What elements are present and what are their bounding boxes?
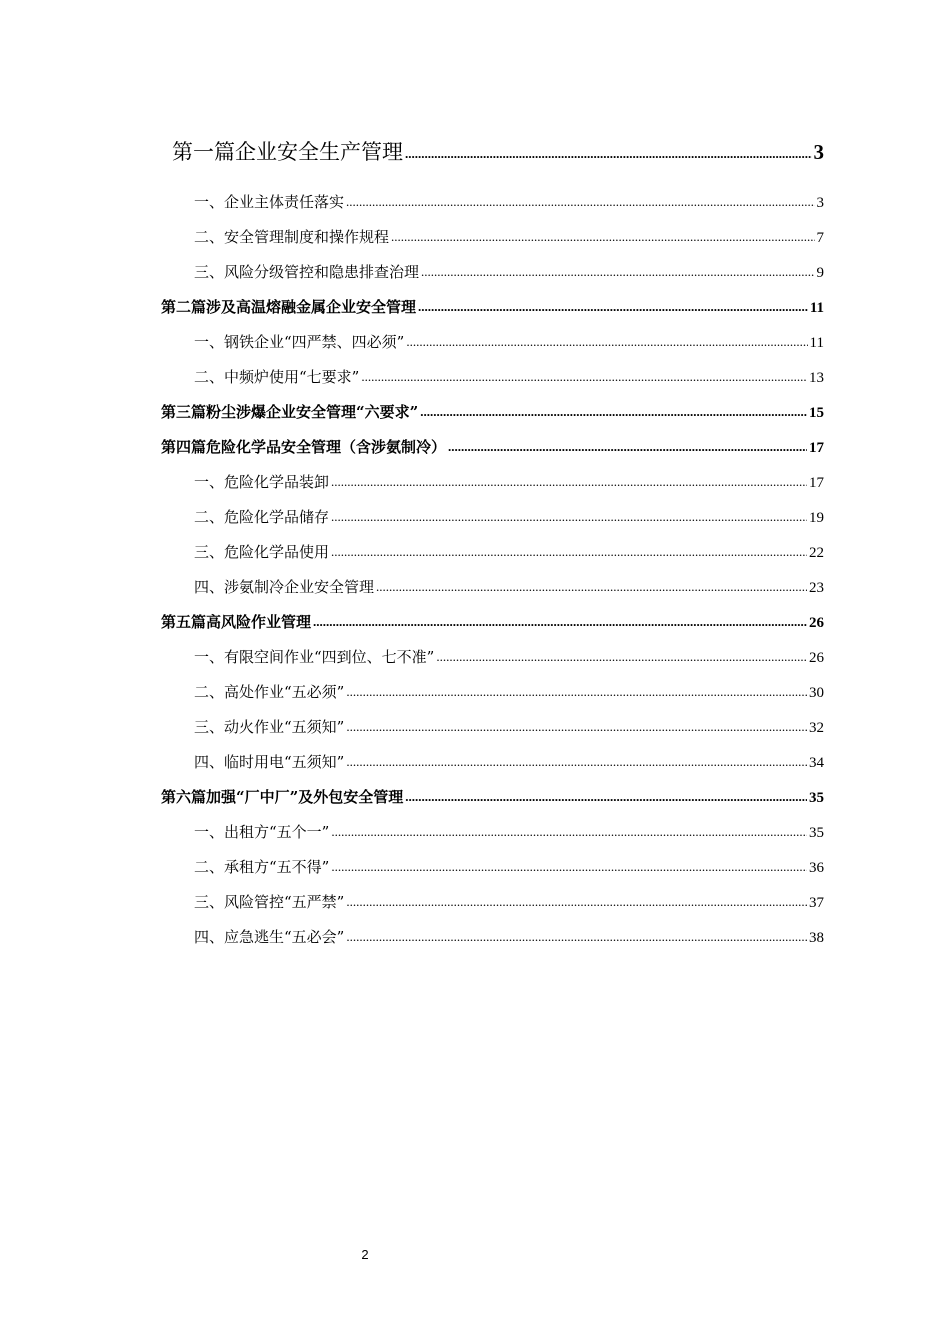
toc-entry-page-number: 17 xyxy=(809,475,824,491)
dot-leader xyxy=(448,439,807,454)
toc-section-entry[interactable] xyxy=(194,331,824,352)
toc-entry-page-number: 19 xyxy=(809,510,824,526)
toc-entry-title: 第三篇粉尘涉爆企业安全管理“六要求” xyxy=(161,403,419,421)
toc-part-entry[interactable] xyxy=(161,436,824,457)
toc-section-entry[interactable] xyxy=(194,261,824,282)
toc-entry-title: 一、出租方“五个一” xyxy=(194,823,330,841)
toc-entry-page-number: 30 xyxy=(809,685,824,701)
toc-part-entry[interactable] xyxy=(161,296,824,317)
toc-entry-page-number: 34 xyxy=(809,755,824,771)
toc-entry-page-number: 3 xyxy=(813,140,824,164)
toc-entry-title: 第五篇高风险作业管理 xyxy=(161,613,312,631)
toc-entry-page-number: 26 xyxy=(809,615,824,631)
toc-entry-page-number: 37 xyxy=(809,895,824,911)
dot-leader xyxy=(405,146,812,167)
toc-section-entry[interactable] xyxy=(194,541,824,562)
toc-section-entry[interactable] xyxy=(194,471,824,492)
toc-entry-page-number: 35 xyxy=(809,825,824,841)
dot-leader xyxy=(421,264,814,279)
toc-entry-title: 三、风险管控“五严禁” xyxy=(194,893,345,911)
dot-leader xyxy=(361,369,807,384)
toc-entry-title: 二、中频炉使用“七要求” xyxy=(194,368,360,386)
dot-leader xyxy=(420,404,807,419)
toc-entry-title: 三、危险化学品使用 xyxy=(194,543,330,561)
page-number: 2 xyxy=(361,1247,369,1262)
toc-part-entry[interactable] xyxy=(161,786,824,807)
toc-entry-title: 二、承租方“五不得” xyxy=(194,858,330,876)
dot-leader xyxy=(376,579,807,594)
toc-entry-title: 第一篇企业安全生产管理 xyxy=(172,140,403,164)
dot-leader xyxy=(346,684,807,699)
toc-section-entry[interactable] xyxy=(194,891,824,912)
toc-section-entry[interactable] xyxy=(194,821,824,842)
toc-entry-title: 第二篇涉及高温熔融金属企业安全管理 xyxy=(161,298,417,316)
dot-leader xyxy=(346,719,807,734)
toc-entry-title: 四、临时用电“五须知” xyxy=(194,753,345,771)
toc-entry-page-number: 15 xyxy=(809,405,824,421)
dot-leader xyxy=(331,474,807,489)
dot-leader xyxy=(331,544,807,559)
toc-section-entry[interactable] xyxy=(194,751,824,772)
toc-part-entry[interactable] xyxy=(161,401,824,422)
toc-entry-title: 第六篇加强“厂中厂”及外包安全管理 xyxy=(161,788,404,806)
toc-entry-page-number: 23 xyxy=(809,580,824,596)
toc-part-entry[interactable] xyxy=(161,611,824,632)
dot-leader xyxy=(346,929,807,944)
toc-entry-title: 一、钢铁企业“四严禁、四必须” xyxy=(194,333,405,351)
toc-entry-page-number: 36 xyxy=(809,860,824,876)
toc-section-entry[interactable] xyxy=(194,681,824,702)
toc-entry-page-number: 7 xyxy=(816,230,824,246)
toc-entry-page-number: 3 xyxy=(816,195,824,211)
dot-leader xyxy=(406,334,807,349)
toc-part-entry[interactable] xyxy=(172,136,824,168)
toc-entry-page-number: 17 xyxy=(809,440,824,456)
dot-leader xyxy=(331,859,807,874)
toc-entry-page-number: 11 xyxy=(809,335,824,351)
toc-entry-title: 第四篇危险化学品安全管理（含涉氨制冷） xyxy=(161,438,447,456)
dot-leader xyxy=(346,754,807,769)
toc-entry-title: 四、涉氨制冷企业安全管理 xyxy=(194,578,375,596)
toc-section-entry[interactable] xyxy=(194,191,824,212)
toc-section-entry[interactable] xyxy=(194,856,824,877)
dot-leader xyxy=(418,299,808,314)
toc-entry-title: 一、危险化学品装卸 xyxy=(194,473,330,491)
dot-leader xyxy=(346,194,814,209)
toc-entry-title: 一、有限空间作业“四到位、七不准” xyxy=(194,648,435,666)
toc-entry-title: 二、高处作业“五必须” xyxy=(194,683,345,701)
toc-entry-page-number: 26 xyxy=(809,650,824,666)
dot-leader xyxy=(331,509,807,524)
toc-section-entry[interactable] xyxy=(194,926,824,947)
toc-entry-title: 二、安全管理制度和操作规程 xyxy=(194,228,390,246)
toc-section-entry[interactable] xyxy=(194,506,824,527)
toc-entry-title: 二、危险化学品储存 xyxy=(194,508,330,526)
dot-leader xyxy=(346,894,807,909)
toc-entry-page-number: 22 xyxy=(809,545,824,561)
dot-leader xyxy=(436,649,807,664)
dot-leader xyxy=(391,229,814,244)
toc-section-entry[interactable] xyxy=(194,366,824,387)
toc-section-entry[interactable] xyxy=(194,716,824,737)
toc-entry-page-number: 35 xyxy=(809,790,824,806)
toc-entry-page-number: 11 xyxy=(809,300,824,316)
toc-entry-page-number: 32 xyxy=(809,720,824,736)
dot-leader xyxy=(313,614,807,629)
toc-entry-page-number: 9 xyxy=(816,265,824,281)
toc-section-entry[interactable] xyxy=(194,226,824,247)
toc-section-entry[interactable] xyxy=(194,576,824,597)
dot-leader xyxy=(405,789,807,804)
toc-section-entry[interactable] xyxy=(194,646,824,667)
toc-entry-page-number: 13 xyxy=(809,370,824,386)
toc-entry-title: 三、动火作业“五须知” xyxy=(194,718,345,736)
toc-entry-title: 三、风险分级管控和隐患排查治理 xyxy=(194,263,420,281)
dot-leader xyxy=(331,824,807,839)
toc-entry-title: 四、应急逃生“五必会” xyxy=(194,928,345,946)
toc-entry-page-number: 38 xyxy=(809,930,824,946)
toc-entry-title: 一、企业主体责任落实 xyxy=(194,193,345,211)
